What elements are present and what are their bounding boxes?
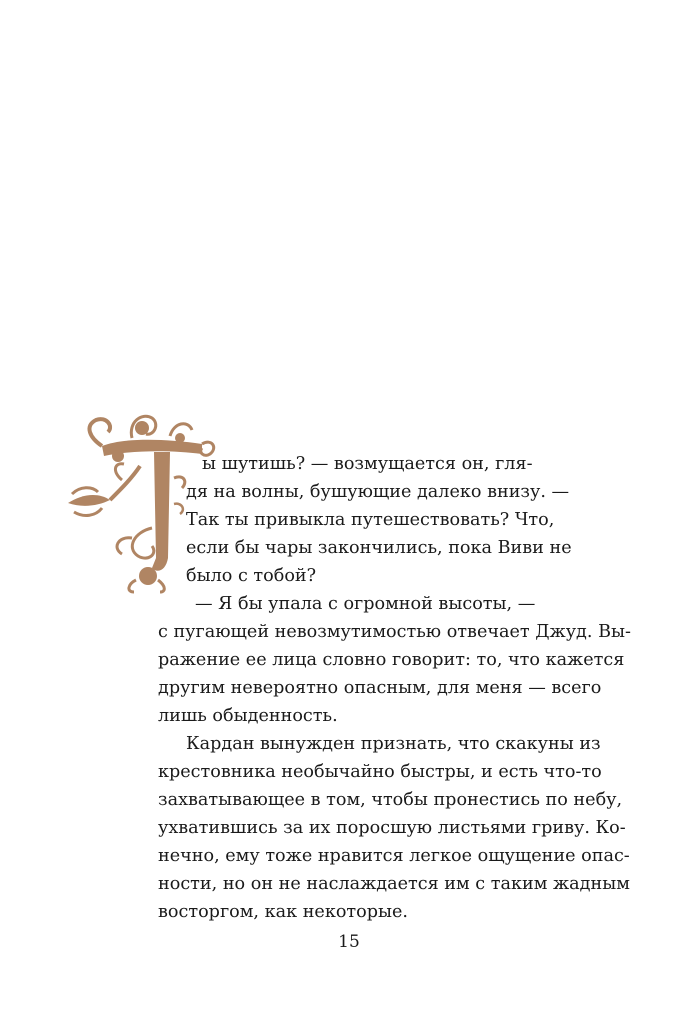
text-line: восторгом, как некоторые. xyxy=(158,902,409,922)
text-line: другим невероятно опасным, для меня — всего xyxy=(158,678,602,698)
text-line: было с тобой? xyxy=(186,566,317,586)
text-line: — Я бы упала с огромной высоты, — xyxy=(195,594,536,614)
text-line: крестовника необычайно быстры, и есть что-то xyxy=(158,762,602,782)
text-line: лишь обыденность. xyxy=(158,706,338,726)
text-line: Так ты привыкла путешествовать? Что, xyxy=(186,510,555,530)
text-line: нечно, ему тоже нравится легкое ощущение опас- xyxy=(158,846,630,866)
text-line: дя на волны, бушующие далеко внизу. — xyxy=(186,482,570,502)
text-line: ности, но он не наслаждается им с таким жадным xyxy=(158,874,630,894)
text-line: ражение ее лица словно говорит: то, что кажется xyxy=(158,650,625,670)
text-line: ы шутишь? — возмущается он, гля- xyxy=(202,454,533,474)
page-number: 15 xyxy=(338,932,360,952)
text-line: если бы чары закончились, пока Виви не xyxy=(186,538,572,558)
text-line: ухватившись за их поросшую листьями гриву. Ко- xyxy=(158,818,626,838)
text-line: Кардан вынужден признать, что скакуны из xyxy=(186,734,601,754)
text-line: с пугающей невозмутимостью отвечает Джуд. Вы- xyxy=(158,622,631,642)
text-line: захватывающее в том, чтобы пронестись по небу, xyxy=(158,790,623,810)
